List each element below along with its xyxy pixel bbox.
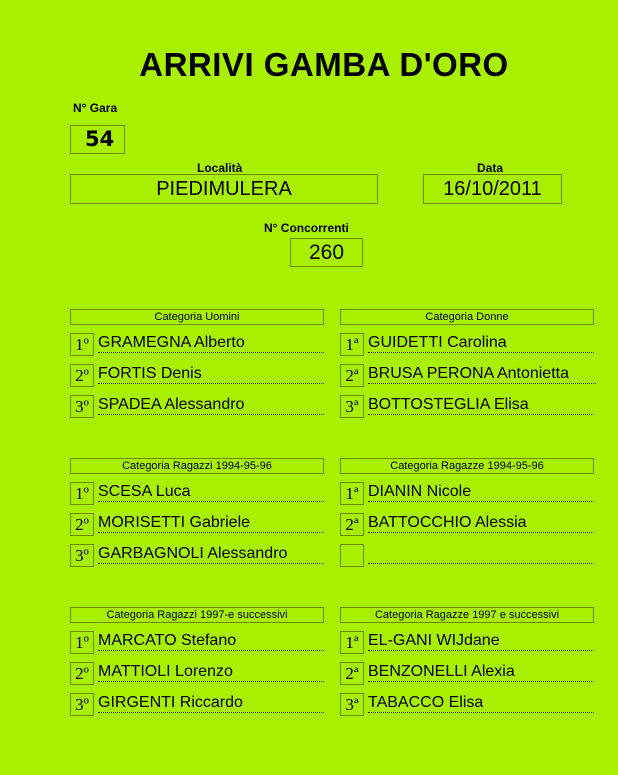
localita-label: Località [197, 161, 243, 175]
winner-name: GUIDETTI Carolina [368, 331, 594, 353]
winner-name: BOTTOSTEGLIA Elisa [368, 393, 594, 415]
rank-cell: 3ª [340, 693, 364, 716]
winner-name: MARCATO Stefano [98, 629, 324, 651]
category-header: Categoria Uomini [70, 309, 324, 325]
winner-name: SCESA Luca [98, 480, 324, 502]
category-header: Categoria Ragazzi 1994-95-96 [70, 458, 324, 474]
rank-cell: 2ª [340, 513, 364, 536]
winner-name: EL-GANI WIJdane [368, 629, 594, 651]
category-header: Categoria Donne [340, 309, 594, 325]
gara-number-field: 54 [70, 125, 125, 154]
category-header: Categoria Ragazze 1994-95-96 [340, 458, 594, 474]
winner-name: MATTIOLI Lorenzo [98, 660, 324, 682]
rank-cell: 1º [70, 333, 94, 356]
rank-cell: 1ª [340, 333, 364, 356]
winner-name: DIANIN Nicole [368, 480, 594, 502]
winner-name [368, 542, 594, 564]
winner-name: BENZONELLI Alexia [368, 660, 594, 682]
winner-name: SPADEA Alessandro [98, 393, 324, 415]
rank-cell: 1ª [340, 482, 364, 505]
rank-cell: 1º [70, 631, 94, 654]
category-header: Categoria Ragazze 1997 e successivi [340, 607, 594, 623]
winner-name: TABACCO Elisa [368, 691, 594, 713]
rank-cell: 1º [70, 482, 94, 505]
winner-name: BATTOCCHIO Alessia [368, 511, 594, 533]
rank-cell: 3º [70, 395, 94, 418]
winner-name: MORISETTI Gabriele [98, 511, 324, 533]
data-label: Data [477, 161, 504, 175]
rank-cell: 2ª [340, 364, 364, 387]
localita-field: PIEDIMULERA [70, 174, 378, 204]
category-block-ragazzi-94 [70, 458, 324, 474]
date-field: 16/10/2011 [423, 174, 562, 204]
winner-name: FORTIS Denis [98, 362, 324, 384]
rank-cell: 3ª [340, 395, 364, 418]
rank-cell: 2ª [340, 662, 364, 685]
category-header: Categoria Ragazzi 1997-e successivi [70, 607, 324, 623]
rank-cell: 2º [70, 662, 94, 685]
rank-cell [340, 544, 364, 567]
winner-name: GRAMEGNA Alberto [98, 331, 324, 353]
winner-name: BRUSA PERONA Antonietta [368, 362, 596, 384]
rank-cell: 3º [70, 693, 94, 716]
concorrenti-label: N° Concorrenti [264, 221, 349, 235]
category-block-ragazzi-97 [70, 607, 324, 623]
rank-cell: 2º [70, 513, 94, 536]
category-block-uomini [70, 309, 324, 325]
category-block-ragazze-94 [340, 458, 594, 474]
gara-label: N° Gara [73, 101, 118, 115]
winner-name: GIRGENTI Riccardo [98, 691, 324, 713]
category-block-donne [340, 309, 594, 325]
rank-cell: 2º [70, 364, 94, 387]
rank-cell: 3º [70, 544, 94, 567]
winner-name: GARBAGNOLI Alessandro [98, 542, 324, 564]
concorrenti-field: 260 [290, 238, 363, 267]
page-title: ARRIVI GAMBA D'ORO [139, 46, 509, 83]
category-block-ragazze-97 [340, 607, 594, 623]
rank-cell: 1ª [340, 631, 364, 654]
